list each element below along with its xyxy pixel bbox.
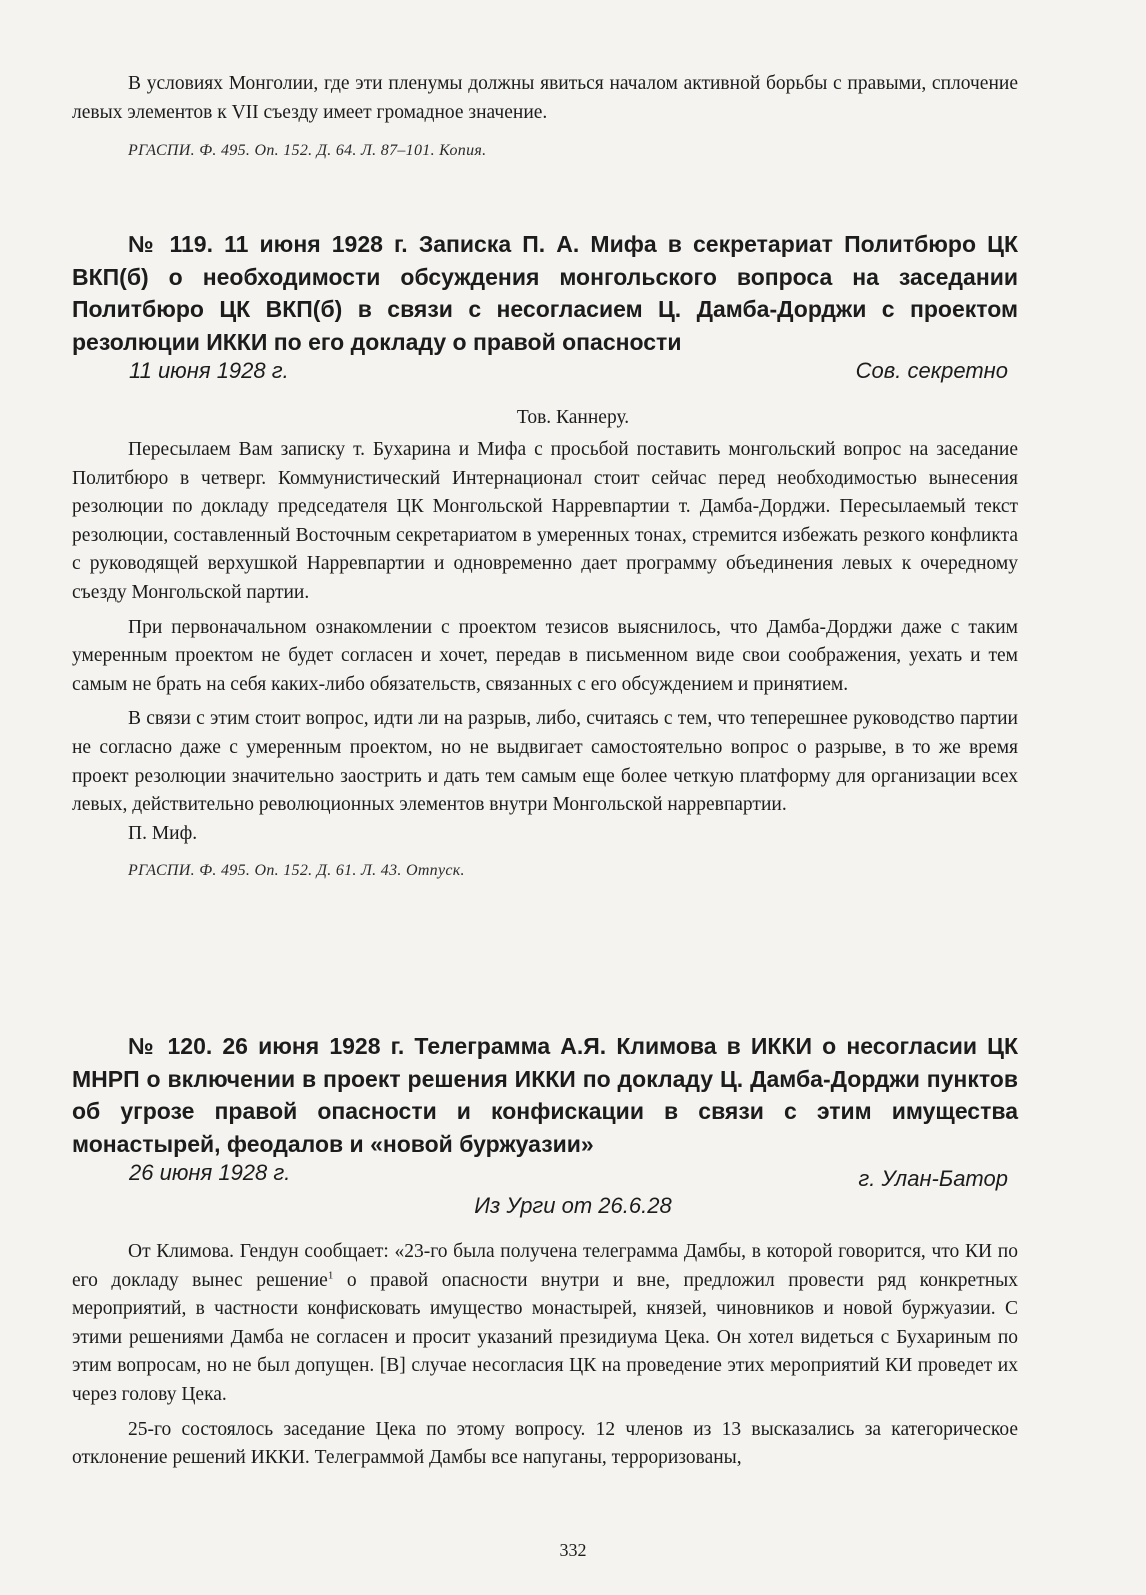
doc119-heading-block — [72, 228, 1018, 358]
doc120-body — [72, 1238, 1018, 1473]
doc120-date: 26 июня 1928 г. — [129, 1160, 291, 1185]
intro-archive-source: РГАСПИ. Ф. 495. Оп. 152. Д. 64. Л. 87–101. Копия. — [128, 142, 487, 160]
doc119-paragraph-3: В связи с этим стоит вопрос, идти ли на разрыв, либо, считаясь с тем, что теперешнее руководство партии не согласно даже с умеренным проектом, но не выдвигает самостоятельно вопрос о разрыве, в то же время проект резолюции значительно заострить и дать тем самым еще более четкую платформу для организации всех левых, действительно революционных элементов внутри Монгольской нарревпартии. — [72, 708, 1018, 816]
doc119-archive-source: РГАСПИ. Ф. 495. Оп. 152. Д. 61. Л. 43. Отпуск. — [128, 862, 465, 880]
intro-paragraph: В условиях Монголии, где эти пленумы должны явиться началом активной борьбы с правыми, сплочение левых элементов к VII съезду имеет громадное значение. — [72, 73, 1018, 123]
doc119-classification: Сов. секретно — [855, 358, 1008, 383]
doc120-heading-block — [72, 1030, 1018, 1160]
doc119-paragraph-2: При первоначальном ознакомлении с проектом тезисов выяснилось, что Дамба-Дорджи даже с таким умеренным проектом не будет согласен и хочет, передав в письменном виде свои соображения, уехать и тем самым не брать на себя каких-либо обязательств, связанных с его обсуждением и принятием. — [72, 616, 1018, 695]
doc120-paragraph-1-end: о правой опасности внутри и вне, предложил провести ряд конкретных мероприятий, в частности конфисковать имущество монастырей, князей, чиновников и новой буржуазии. С этими решениями Дамба не согласен и просит указаний президиума Цека. Он хотел видеться с Бухариным по этим вопросам, но не был допущен. [В] случае несогласия ЦК на проведение этих мероприятий КИ проведет их через голову Цека. — [72, 1269, 1019, 1405]
doc119-paragraph-1: Пересылаем Вам записку т. Бухарина и Мифа с просьбой поставить монгольский вопрос на заседание Политбюро в четверг. Коммунистический Интернационал стоит сейчас перед необходимостью вынесения резолюции по докладу председателя ЦК Монгольской Нарревпартии т. Дамба-Дорджи. Пересылаемый текст резолюции, составленный Восточным секретариатом в умеренных тонах, стремится избежать резкого конфликта с руководящей верхушкой Нарревпартии и одновременно дает программу объединения левых к очередному съезду Монгольской партии. — [72, 439, 1018, 603]
doc120-origin: Из Урги от 26.6.28 — [474, 1193, 672, 1218]
doc119-body — [72, 436, 1018, 880]
doc120-heading: № 120. 26 июня 1928 г. Телеграмма А.Я. Климова в ИККИ о несогласии ЦК МНРП о включении в проект решения ИККИ по докладу Ц. Дамба-Дорджи пунктов об угрозе правой опасности и конфискации в связи с этим имущества монастырей, феодалов и «новой буржуазии» — [72, 1033, 1018, 1157]
doc119-signature: П. Миф. — [128, 822, 198, 844]
intro-section — [72, 70, 1018, 160]
doc120-place: г. Улан-Батор — [858, 1166, 1008, 1191]
page-number: 332 — [559, 1540, 587, 1560]
doc120-paragraph-1 — [72, 1238, 1018, 1410]
doc119-date: 11 июня 1928 г. — [129, 358, 289, 383]
doc119-addressee: Тов. Каннеру. — [516, 407, 630, 428]
doc120-paragraph-2: 25-го состоялось заседание Цека по этому вопросу. 12 членов из 13 высказались за категорическое отклонение решений ИККИ. Телеграммой Дамбы все напуганы, терроризованы, — [72, 1418, 1018, 1469]
doc119-heading: № 119. 11 июня 1928 г. Записка П. А. Мифа в секретариат Политбюро ЦК ВКП(б) о необходимости обсуждения монгольского вопроса на заседании Политбюро ЦК ВКП(б) в связи с несогласием Ц. Дамба-Дорджи с проектом резолюции ИККИ по его докладу о правой опасности — [72, 231, 1018, 355]
footnote-marker: 1 — [327, 1269, 334, 1282]
doc120-paragraph-1-start: От Климова. Гендун сообщает: «23-го была получена телеграмма Дамбы, в которой говорится, что КИ по его докладу вынес решение — [72, 1241, 1018, 1291]
